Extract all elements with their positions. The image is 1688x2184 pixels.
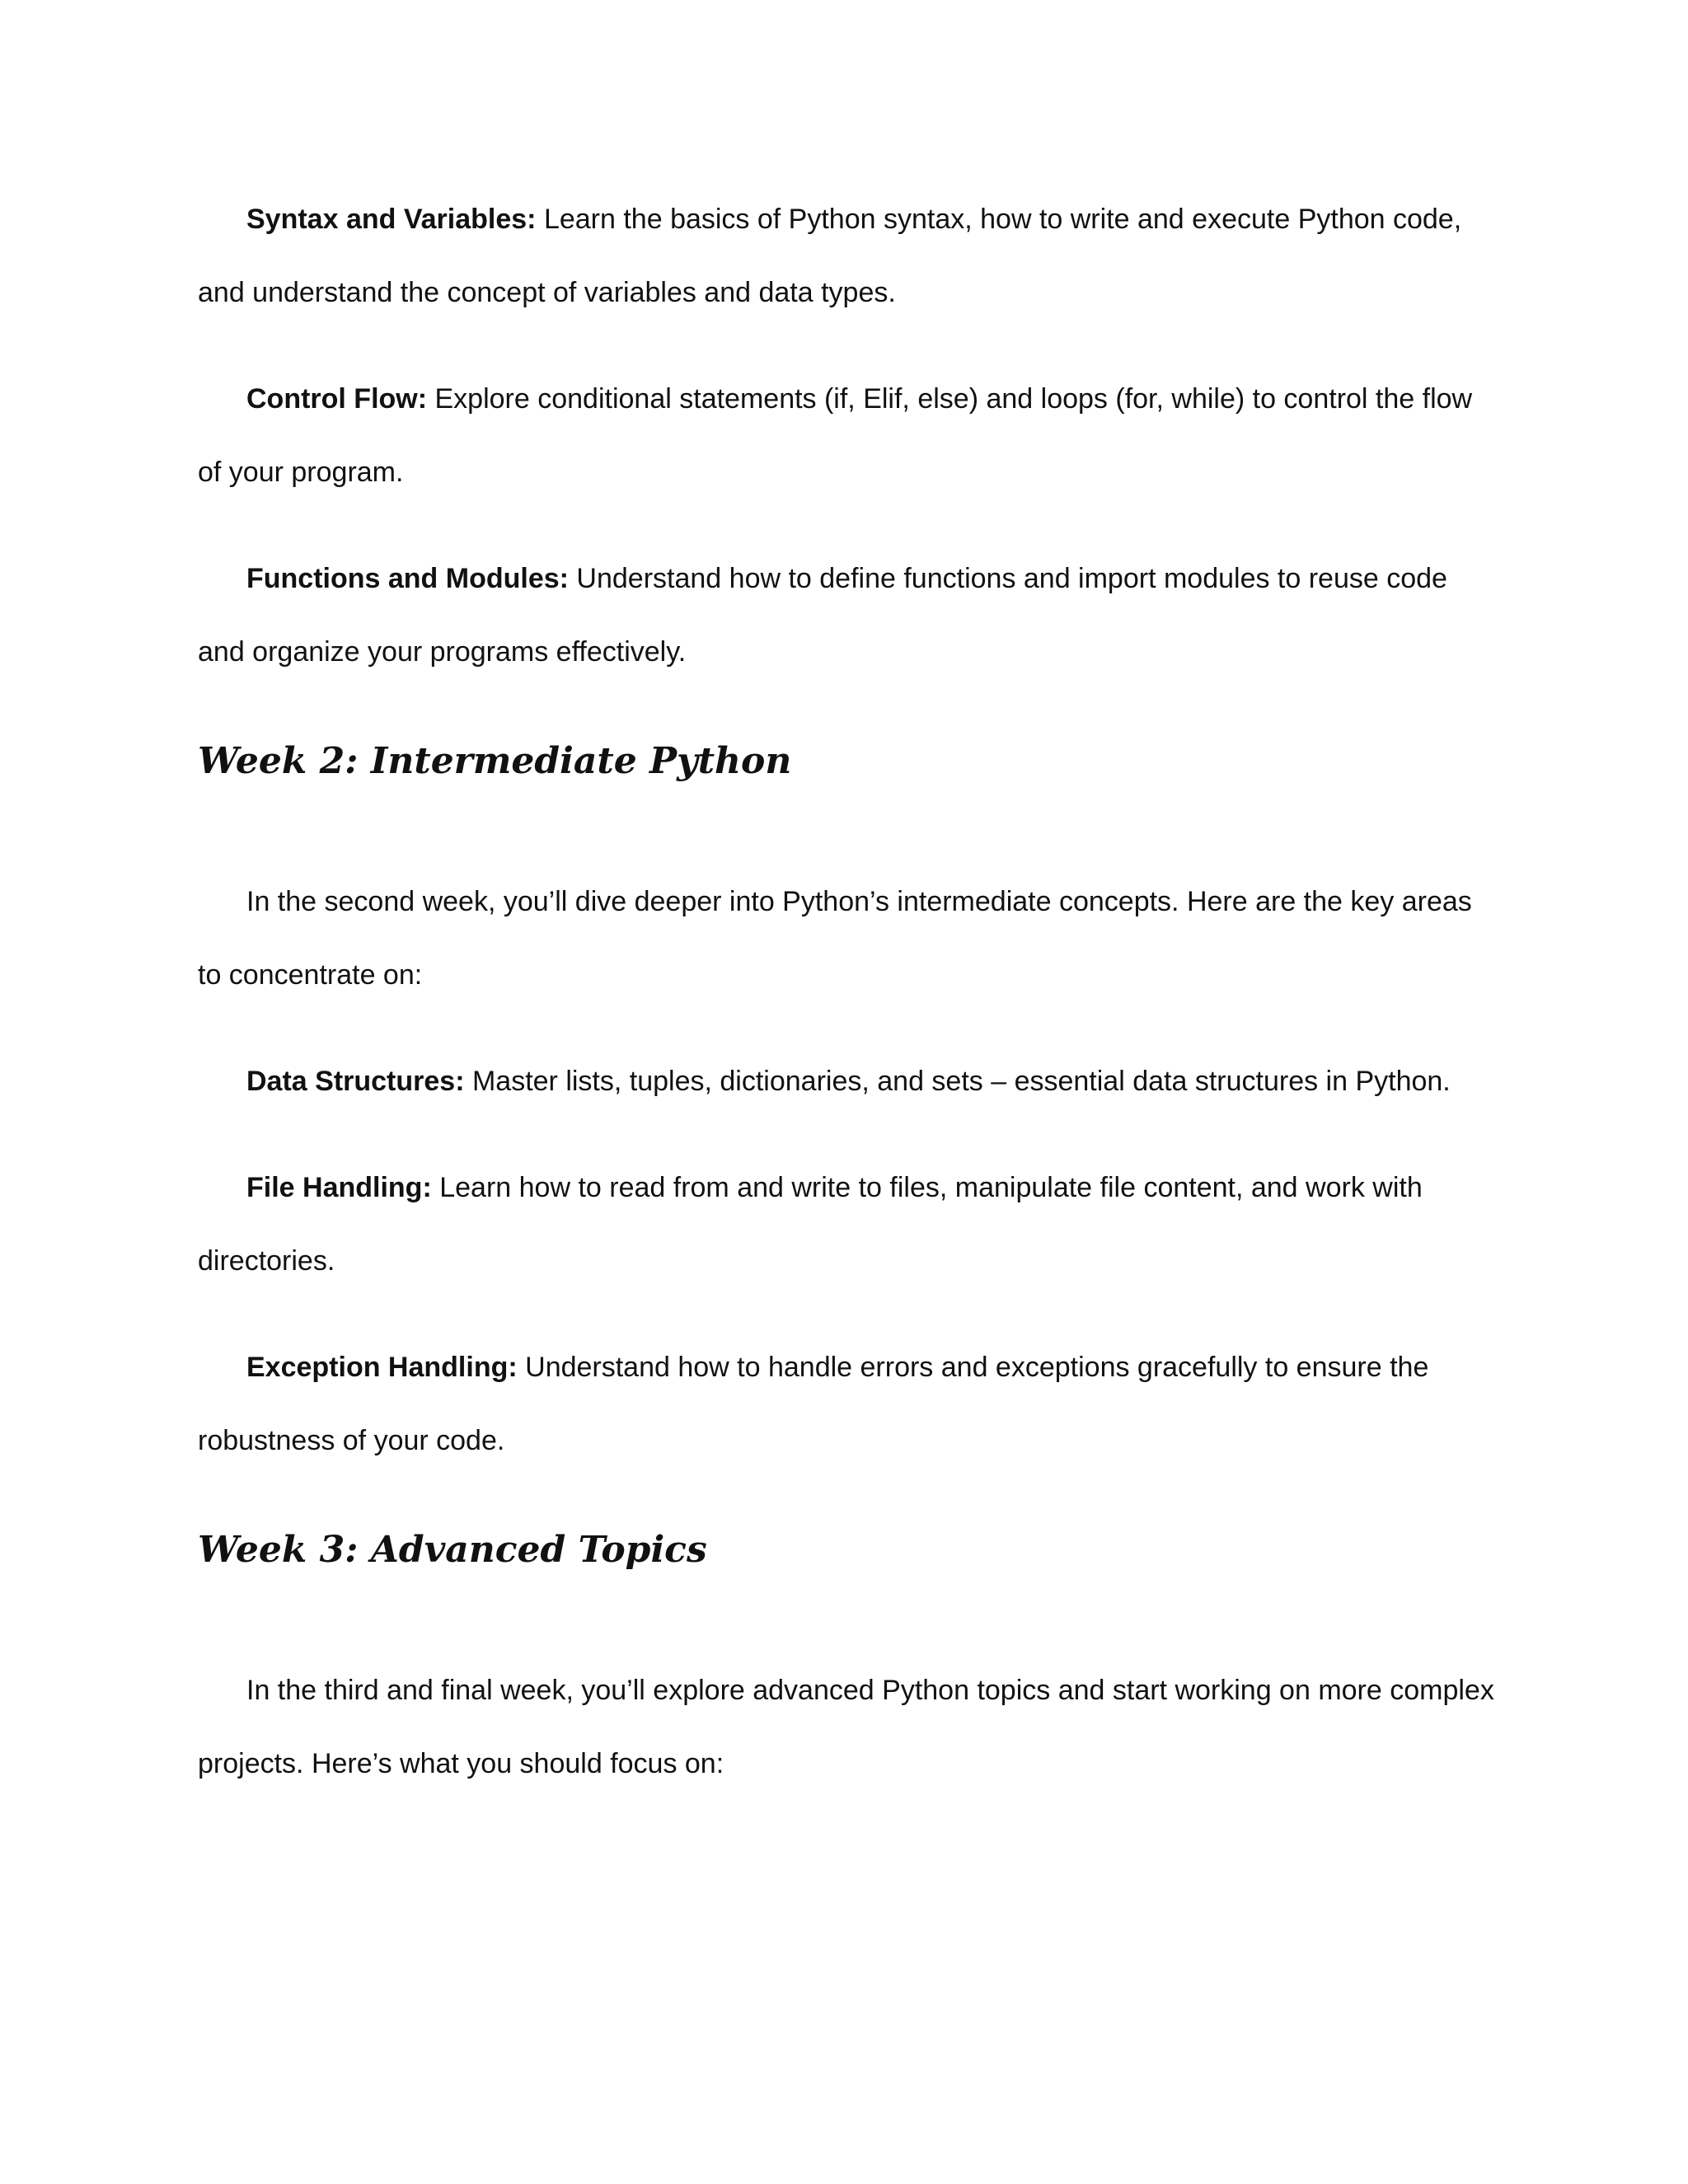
text-exception-handling: Understand how to handle errors and exceptions gracefully to ensure the robustness of your code. <box>198 1352 1429 1456</box>
term-file-handling: File Handling: <box>246 1172 432 1203</box>
paragraph-week-2-intro: In the second week, you’ll dive deeper into Python’s intermediate concepts. Here are the key areas to concentrate on: <box>198 886 1472 991</box>
term-functions-modules: Functions and Modules: <box>246 563 569 594</box>
paragraph-control-flow <box>198 363 1500 509</box>
paragraph-functions-modules <box>198 542 1500 689</box>
paragraph-exception-handling <box>198 1331 1500 1478</box>
term-syntax-variables: Syntax and Variables: <box>246 204 537 235</box>
text-functions-modules: Understand how to define functions and import modules to reuse code and organize your programs effectively. <box>198 563 1447 668</box>
text-data-structures: Master lists, tuples, dictionaries, and sets – essential data structures in Python. <box>464 1066 1451 1097</box>
paragraph-week-3-intro: In the third and final week, you’ll explore advanced Python topics and start working on more complex projects. Here’s what you should focus on: <box>198 1675 1494 1779</box>
text-syntax-variables: Learn the basics of Python syntax, how to write and execute Python code, and understand the concept of variables and data types. <box>198 204 1462 308</box>
heading-week-3: Week 3: Advanced Topics <box>198 1529 707 1571</box>
text-file-handling: Learn how to read from and write to files, manipulate file content, and work with directories. <box>198 1172 1423 1277</box>
heading-week-2: Week 2: Intermediate Python <box>198 740 792 782</box>
paragraph-file-handling <box>198 1151 1500 1298</box>
paragraph-data-structures <box>198 1045 1500 1118</box>
term-data-structures: Data Structures: <box>246 1066 465 1097</box>
text-control-flow: Explore conditional statements (if, Elif, else) and loops (for, while) to control the flow of your program. <box>198 383 1473 488</box>
document-body <box>198 183 1500 1801</box>
term-control-flow: Control Flow: <box>246 383 428 415</box>
term-exception-handling: Exception Handling: <box>246 1352 518 1383</box>
paragraph-syntax-variables <box>198 183 1500 330</box>
